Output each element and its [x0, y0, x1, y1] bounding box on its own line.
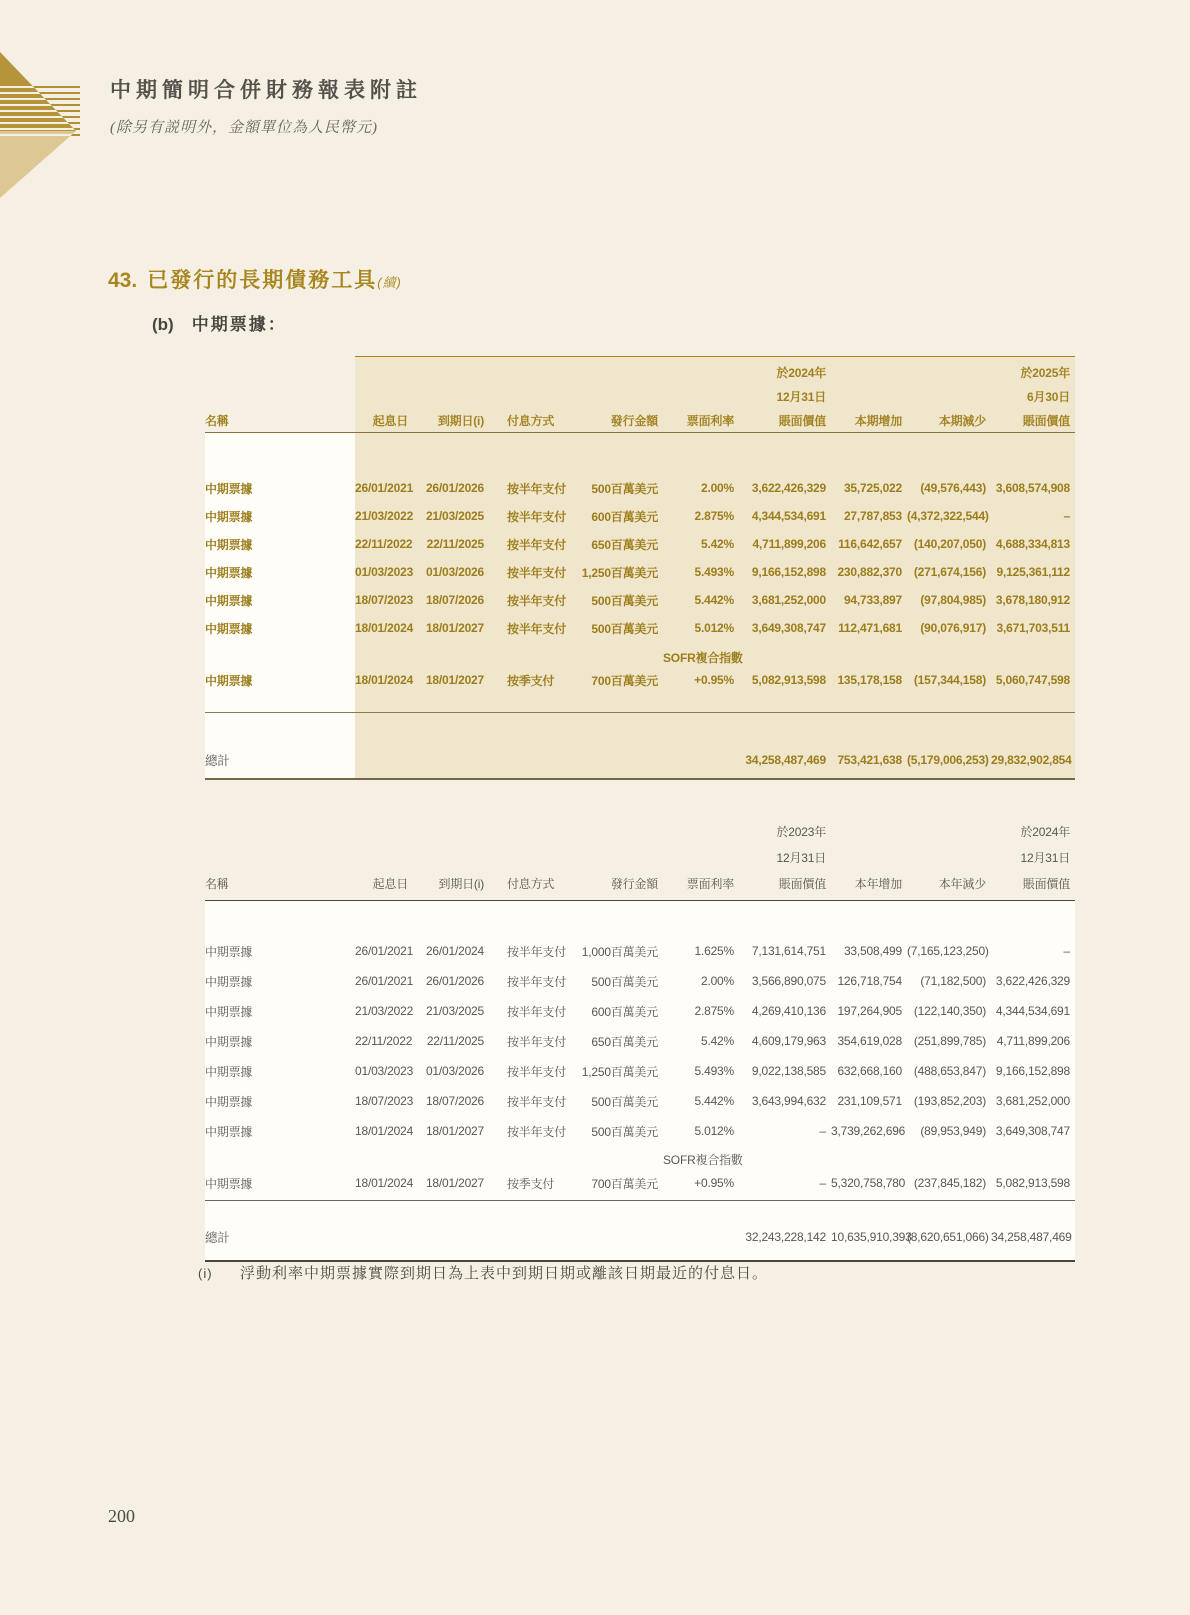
cell-maturity-date: 01/03/2026 — [425, 1064, 484, 1078]
cell-start-date: 18/01/2024 — [355, 1124, 414, 1138]
cell-maturity-date: 26/01/2026 — [425, 974, 484, 988]
cell-cv-start: 3,566,890,075 — [751, 974, 826, 988]
cell-payment: 按半年支付 — [507, 1004, 567, 1019]
table-row-sofr-note — [205, 642, 1075, 666]
cell-decrease: (97,804,985) — [920, 593, 986, 607]
cell-decrease: (90,076,917) — [920, 621, 986, 635]
cell-issue-amount: 500百萬美元 — [591, 621, 658, 636]
cell-maturity-date: 18/01/2027 — [425, 673, 484, 687]
col-header-maturity-date: 到期日(i) — [437, 413, 484, 428]
cell-maturity-date: 18/01/2027 — [425, 1176, 484, 1190]
cell-increase: 197,264,905 — [837, 1004, 902, 1018]
cell-maturity-date: 22/11/2025 — [426, 537, 484, 551]
cell-maturity-date: 18/01/2027 — [425, 621, 484, 635]
cell-decrease: (4,372,322,544) — [907, 509, 989, 523]
cell-issue-amount: 500百萬美元 — [591, 974, 658, 989]
cell-decrease: (49,576,443) — [920, 481, 986, 495]
col-header-coupon-rate: 票面利率 — [686, 413, 734, 428]
cell-cv-start: 4,344,534,691 — [751, 509, 826, 523]
cell-start-date: 18/07/2023 — [355, 1094, 414, 1108]
table-row — [205, 1086, 1075, 1116]
cell-cv-end: 3,649,308,747 — [995, 1124, 1070, 1138]
cell-name: 中期票據 — [205, 621, 253, 636]
cell-maturity-date: 21/03/2025 — [425, 509, 484, 523]
cell-payment: 按半年支付 — [507, 509, 567, 524]
table-row — [205, 1168, 1075, 1198]
cell-payment: 按季支付 — [507, 1176, 555, 1191]
col-header-carrying-value-end: 賬面價值 — [1022, 876, 1070, 891]
table-header-row-3 — [205, 408, 1075, 432]
cell-maturity-date: 26/01/2024 — [425, 944, 484, 958]
cell-decrease: (193,852,203) — [913, 1094, 986, 1108]
cell-coupon-rate: 5.42% — [700, 1034, 734, 1048]
cell-start-date: 18/01/2024 — [355, 673, 414, 687]
cell-coupon-rate: +0.95% — [694, 673, 734, 687]
cell-cv-end: 3,678,180,912 — [995, 593, 1070, 607]
table-row — [205, 1116, 1075, 1146]
total-carrying-value-end: 34,258,487,469 — [991, 1230, 1072, 1244]
cell-start-date: 22/11/2022 — [355, 1034, 413, 1048]
cell-cv-start: 3,622,426,329 — [751, 481, 826, 495]
footnote-marker: (i) — [198, 1266, 213, 1281]
cell-start-date: 21/03/2022 — [355, 509, 414, 523]
cell-cv-end: 9,166,152,898 — [995, 1064, 1070, 1078]
cell-increase: 112,471,681 — [838, 621, 902, 635]
total-row — [205, 1222, 1075, 1252]
cell-coupon-rate: 5.442% — [694, 593, 734, 607]
cell-maturity-date: 18/07/2026 — [425, 1094, 484, 1108]
table-rule-bottom — [205, 778, 1075, 780]
col-header-issue-amount: 發行金額 — [610, 876, 658, 891]
footnote — [198, 1262, 768, 1283]
cell-start-date: 18/01/2024 — [355, 621, 414, 635]
total-carrying-value-end: 29,832,902,854 — [991, 753, 1072, 767]
col-header-period-end-year: 於2025年 — [1020, 365, 1070, 380]
cell-issue-amount: 500百萬美元 — [591, 481, 658, 496]
cell-payment: 按半年支付 — [507, 1064, 567, 1079]
cell-issue-amount: 650百萬美元 — [591, 537, 658, 552]
cell-issue-amount: 1,250百萬美元 — [581, 1064, 658, 1079]
table-row-sofr-note — [205, 1146, 1075, 1168]
cell-issue-amount: 500百萬美元 — [591, 1124, 658, 1139]
table-row — [205, 966, 1075, 996]
cell-start-date: 18/01/2024 — [355, 1176, 414, 1190]
cell-payment: 按半年支付 — [507, 944, 567, 959]
cell-issue-amount: 500百萬美元 — [591, 593, 658, 608]
col-header-payment: 付息方式 — [507, 876, 555, 891]
cell-decrease: (251,899,785) — [913, 1034, 986, 1048]
cell-cv-start: 5,082,913,598 — [751, 673, 826, 687]
cell-payment: 按半年支付 — [507, 1124, 567, 1139]
table-header-row-1 — [205, 818, 1075, 844]
col-header-issue-amount: 發行金額 — [610, 413, 658, 428]
total-label: 總計 — [205, 1231, 230, 1245]
cell-coupon-rate: 2.875% — [694, 1004, 734, 1018]
col-header-increase: 本年增加 — [854, 876, 902, 891]
col-header-period-start-date: 12月31日 — [776, 389, 826, 404]
col-header-carrying-value-start: 賬面價值 — [778, 876, 826, 891]
total-decrease: (8,620,651,066) — [907, 1230, 989, 1244]
subsection-title: 中期票據： — [191, 315, 287, 334]
cell-decrease: (140,207,050) — [913, 537, 986, 551]
col-header-start-date: 起息日 — [372, 876, 408, 891]
cell-payment: 按半年支付 — [507, 621, 567, 636]
mtn-table-prior-period — [205, 818, 1075, 1262]
table-row — [205, 558, 1075, 586]
cell-cv-start: 4,711,899,206 — [752, 537, 826, 551]
cell-name: 中期票據 — [205, 565, 253, 580]
cell-cv-end: 3,622,426,329 — [995, 974, 1070, 988]
cell-issue-amount: 700百萬美元 — [591, 673, 658, 688]
cell-increase: 35,725,022 — [843, 481, 902, 495]
col-header-period-start-year: 於2024年 — [776, 365, 826, 380]
cell-cv-start: – — [819, 1124, 826, 1138]
col-header-period-end-date: 12月31日 — [1020, 850, 1070, 865]
cell-increase: 126,718,754 — [837, 974, 902, 988]
cell-cv-end: 5,082,913,598 — [995, 1176, 1070, 1190]
cell-cv-end: – — [1063, 509, 1070, 523]
cell-start-date: 18/07/2023 — [355, 593, 414, 607]
col-header-decrease: 本期減少 — [938, 413, 986, 428]
cell-maturity-date: 22/11/2025 — [426, 1034, 484, 1048]
cell-coupon-rate-index: SOFR複合指數 — [663, 1153, 743, 1167]
cell-issue-amount: 600百萬美元 — [591, 509, 658, 524]
cell-cv-start: 3,681,252,000 — [751, 593, 826, 607]
cell-increase: 135,178,158 — [837, 673, 902, 687]
cell-cv-start: 9,022,138,585 — [751, 1064, 826, 1078]
cell-cv-end: 5,060,747,598 — [995, 673, 1070, 687]
col-header-increase: 本期增加 — [854, 413, 902, 428]
cell-cv-start: 9,166,152,898 — [751, 565, 826, 579]
cell-coupon-rate: 5.012% — [694, 1124, 734, 1138]
table-row — [205, 586, 1075, 614]
cell-cv-end: 3,671,703,511 — [996, 621, 1070, 635]
cell-payment: 按半年支付 — [507, 1034, 567, 1049]
table-rule-pretotal — [205, 712, 1075, 713]
cell-increase: 27,787,853 — [843, 509, 902, 523]
total-decrease: (5,179,006,253) — [907, 753, 989, 767]
cell-decrease: (488,653,847) — [913, 1064, 986, 1078]
cell-start-date: 26/01/2021 — [355, 974, 414, 988]
cell-coupon-rate: 2.00% — [700, 974, 734, 988]
cell-decrease: (157,344,158) — [913, 673, 986, 687]
cell-increase: 231,109,571 — [837, 1094, 902, 1108]
cell-issue-amount: 700百萬美元 — [591, 1176, 658, 1191]
table-row — [205, 996, 1075, 1026]
cell-maturity-date: 26/01/2026 — [425, 481, 484, 495]
col-header-start-date: 起息日 — [372, 413, 408, 428]
table-header — [205, 818, 1075, 896]
table-row — [205, 614, 1075, 642]
cell-start-date: 26/01/2021 — [355, 944, 414, 958]
cell-issue-amount: 500百萬美元 — [591, 1094, 658, 1109]
table-header-row-2 — [205, 844, 1075, 870]
table-row — [205, 502, 1075, 530]
cell-payment: 按半年支付 — [507, 593, 567, 608]
cell-decrease: (237,845,182) — [913, 1176, 986, 1190]
cell-coupon-rate-index: SOFR複合指數 — [663, 651, 743, 665]
col-header-period-start-year: 於2023年 — [776, 824, 826, 839]
cell-payment: 按半年支付 — [507, 481, 567, 496]
cell-decrease: (7,165,123,250) — [907, 944, 989, 958]
cell-payment: 按季支付 — [507, 673, 555, 688]
cell-coupon-rate: 5.442% — [694, 1094, 734, 1108]
cell-name: 中期票據 — [205, 509, 253, 524]
cell-cv-end: – — [1063, 944, 1070, 958]
cell-increase: 3,739,262,696 — [831, 1124, 906, 1138]
section-heading — [108, 264, 402, 294]
cell-payment: 按半年支付 — [507, 565, 567, 580]
cell-increase: 632,668,160 — [837, 1064, 902, 1078]
cell-start-date: 01/03/2023 — [355, 1064, 414, 1078]
col-header-carrying-value-end: 賬面價值 — [1022, 413, 1070, 428]
cell-increase: 116,642,657 — [838, 537, 902, 551]
document-title: 中期簡明合併財務報表附註 — [110, 78, 422, 102]
col-header-decrease: 本年減少 — [938, 876, 986, 891]
subsection-label: (b) — [152, 315, 174, 334]
total-increase: 10,635,910,393 — [831, 1230, 912, 1244]
cell-increase: 94,733,897 — [843, 593, 902, 607]
cell-cv-end: 3,608,574,908 — [995, 481, 1070, 495]
cell-cv-end: 9,125,361,112 — [996, 565, 1070, 579]
cell-issue-amount: 1,000百萬美元 — [581, 944, 658, 959]
cell-maturity-date: 21/03/2025 — [425, 1004, 484, 1018]
cell-name: 中期票據 — [205, 1004, 253, 1019]
cell-start-date: 21/03/2022 — [355, 1004, 414, 1018]
total-label: 總計 — [205, 754, 230, 768]
cell-cv-start: 4,269,410,136 — [751, 1004, 826, 1018]
cell-payment: 按半年支付 — [507, 1094, 567, 1109]
cell-cv-start: 4,609,179,963 — [751, 1034, 826, 1048]
cell-name: 中期票據 — [205, 481, 253, 496]
mtn-table-current-period — [205, 352, 1075, 780]
cell-name: 中期票據 — [205, 1064, 253, 1079]
table-rule-header — [205, 900, 1075, 901]
cell-coupon-rate: 5.493% — [694, 565, 734, 579]
cell-payment: 按半年支付 — [507, 974, 567, 989]
cell-name: 中期票據 — [205, 673, 253, 688]
cell-coupon-rate: 5.493% — [694, 1064, 734, 1078]
table-header-row-3 — [205, 870, 1075, 896]
document-header — [110, 74, 422, 137]
cell-cv-start: 3,649,308,747 — [751, 621, 826, 635]
table-row — [205, 474, 1075, 502]
table-body — [205, 936, 1075, 1198]
col-header-period-end-date: 6月30日 — [1026, 389, 1070, 404]
cell-name: 中期票據 — [205, 944, 253, 959]
cell-name: 中期票據 — [205, 1124, 253, 1139]
total-increase: 753,421,638 — [837, 753, 902, 767]
cell-coupon-rate: 5.42% — [700, 537, 734, 551]
col-header-maturity-date: 到期日(i) — [438, 876, 484, 891]
cell-cv-end: 4,344,534,691 — [995, 1004, 1070, 1018]
subsection-heading — [152, 310, 287, 335]
cell-payment: 按半年支付 — [507, 537, 567, 552]
cell-maturity-date: 01/03/2026 — [425, 565, 484, 579]
table-rule-pretotal — [205, 1200, 1075, 1201]
cell-cv-end: 4,711,899,206 — [996, 1034, 1070, 1048]
total-row — [205, 746, 1075, 774]
cell-coupon-rate: 1.625% — [694, 944, 734, 958]
col-header-payment: 付息方式 — [507, 413, 555, 428]
cell-cv-end: 4,688,334,813 — [995, 537, 1070, 551]
cell-coupon-rate: 2.875% — [694, 509, 734, 523]
cell-name: 中期票據 — [205, 537, 253, 552]
cell-start-date: 26/01/2021 — [355, 481, 414, 495]
cell-cv-start: – — [819, 1176, 826, 1190]
cell-increase: 354,619,028 — [837, 1034, 902, 1048]
cell-coupon-rate: 2.00% — [700, 481, 734, 495]
section-number: 43. — [108, 269, 138, 292]
cell-coupon-rate: 5.012% — [694, 621, 734, 635]
corner-triangle-graphic — [0, 50, 80, 198]
page-number: 200 — [108, 1506, 135, 1526]
col-header-name: 名稱 — [205, 413, 229, 428]
cell-issue-amount: 650百萬美元 — [591, 1034, 658, 1049]
cell-decrease: (89,953,949) — [920, 1124, 986, 1138]
section-title: 已發行的長期債務工具 — [147, 269, 378, 292]
cell-decrease: (71,182,500) — [920, 974, 986, 988]
cell-maturity-date: 18/01/2027 — [425, 1124, 484, 1138]
cell-decrease: (122,140,350) — [913, 1004, 986, 1018]
cell-issue-amount: 600百萬美元 — [591, 1004, 658, 1019]
table-header-row-2 — [205, 384, 1075, 408]
table-rule-top — [355, 356, 1075, 357]
table-row — [205, 530, 1075, 558]
cell-coupon-rate: +0.95% — [694, 1176, 734, 1190]
cell-increase: 33,508,499 — [843, 944, 902, 958]
table-rule-header — [205, 432, 1075, 433]
cell-start-date: 01/03/2023 — [355, 565, 414, 579]
cell-name: 中期票據 — [205, 1176, 253, 1191]
total-carrying-value-start: 32,243,228,142 — [745, 1230, 826, 1244]
table-row — [205, 936, 1075, 966]
cell-maturity-date: 18/07/2026 — [425, 593, 484, 607]
total-carrying-value-start: 34,258,487,469 — [745, 753, 826, 767]
document-subtitle: (除另有説明外，金額單位為人民幣元) — [110, 120, 378, 136]
col-header-coupon-rate: 票面利率 — [686, 876, 734, 891]
col-header-carrying-value-start: 賬面價值 — [778, 413, 826, 428]
table-row — [205, 1056, 1075, 1086]
cell-issue-amount: 1,250百萬美元 — [581, 565, 658, 580]
col-header-name: 名稱 — [205, 876, 229, 891]
table-body — [205, 474, 1075, 694]
cell-name: 中期票據 — [205, 974, 253, 989]
cell-start-date: 22/11/2022 — [355, 537, 413, 551]
col-header-period-end-year: 於2024年 — [1020, 824, 1070, 839]
cell-cv-start: 7,131,614,751 — [751, 944, 826, 958]
cell-increase: 230,882,370 — [837, 565, 902, 579]
cell-name: 中期票據 — [205, 1094, 253, 1109]
table-header — [205, 360, 1075, 432]
col-header-period-start-date: 12月31日 — [776, 850, 826, 865]
cell-increase: 5,320,758,780 — [831, 1176, 906, 1190]
section-continued: (續) — [377, 275, 402, 290]
table-header-row-1 — [205, 360, 1075, 384]
footnote-text: 浮動利率中期票據實際到期日為上表中到期日期或離該日期最近的付息日。 — [240, 1265, 769, 1282]
cell-name: 中期票據 — [205, 593, 253, 608]
cell-decrease: (271,674,156) — [913, 565, 986, 579]
table-row — [205, 666, 1075, 694]
table-row — [205, 1026, 1075, 1056]
cell-cv-end: 3,681,252,000 — [995, 1094, 1070, 1108]
cell-name: 中期票據 — [205, 1034, 253, 1049]
cell-cv-start: 3,643,994,632 — [751, 1094, 826, 1108]
